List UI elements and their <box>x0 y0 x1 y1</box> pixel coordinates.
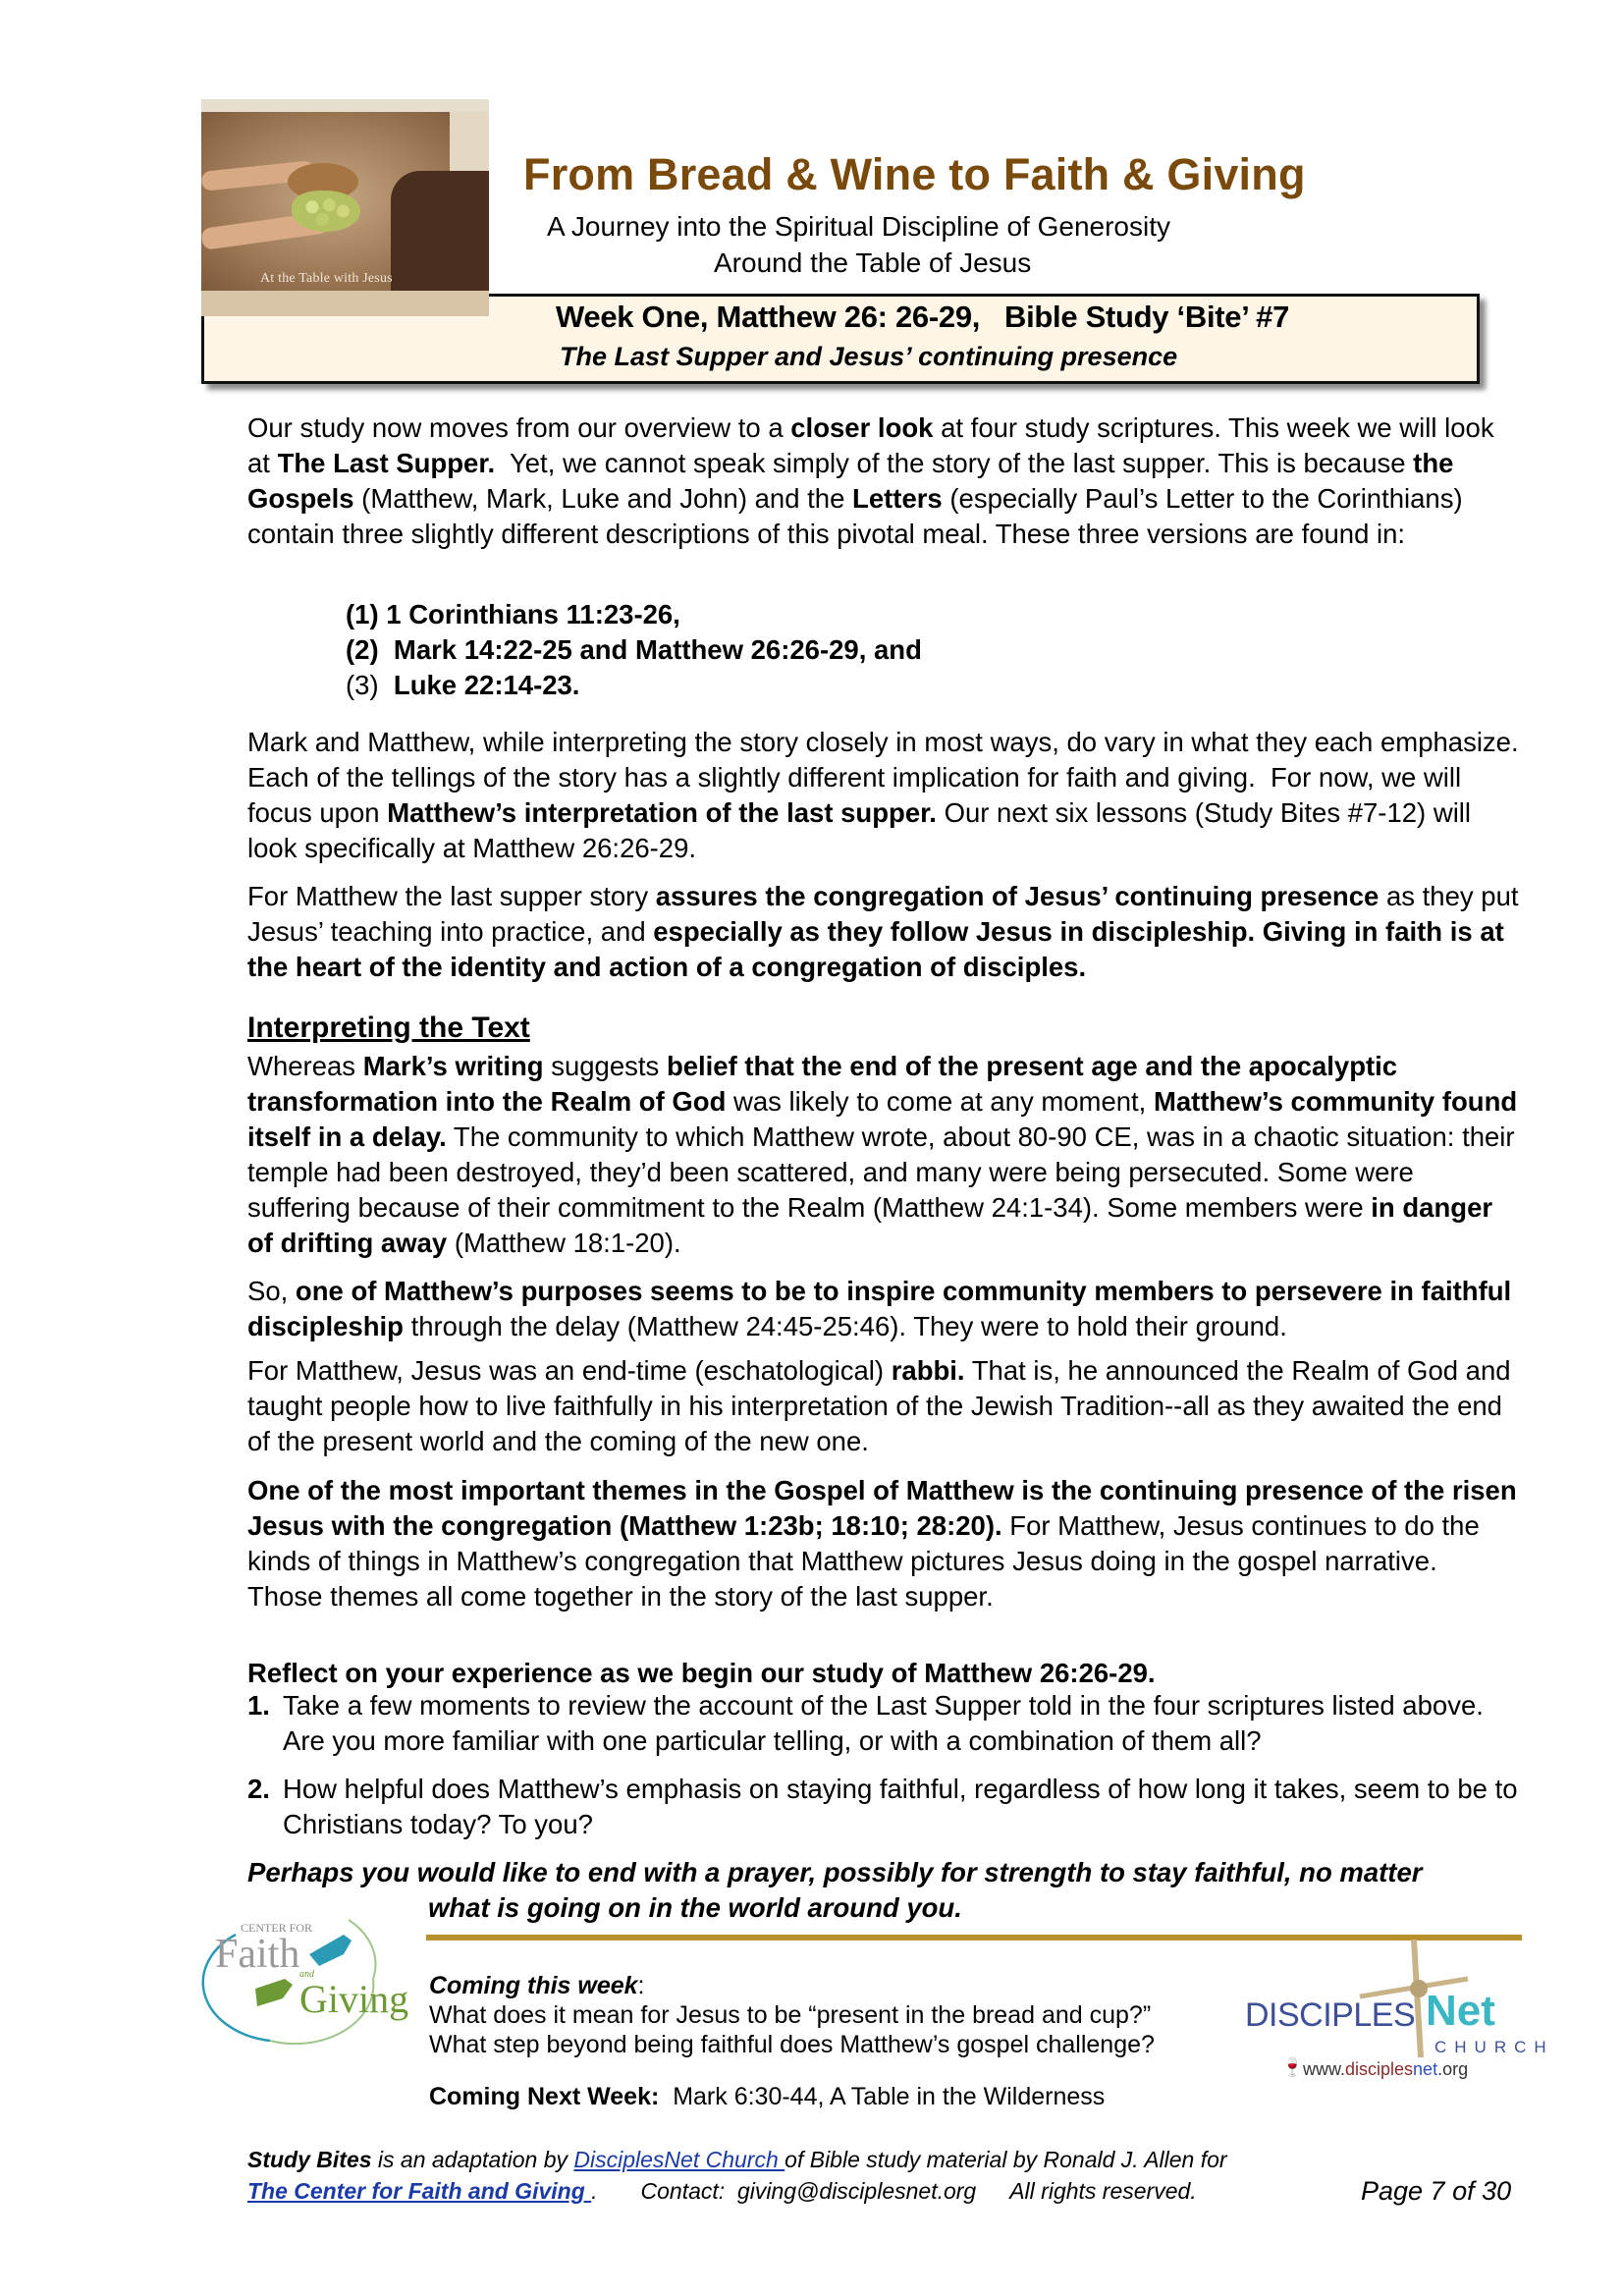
question-number-2: 2. <box>247 1774 270 1804</box>
text: Mark and Matthew, while interpreting the story closely in most ways, do vary in what they each emphasize. Each of the tellings of the story has a slightly different implication for faith and giving. For now, we will focus upon <box>247 727 1534 828</box>
bold-text: in danger of drifting away <box>247 1192 1493 1258</box>
url-part: .org <box>1437 2059 1469 2079</box>
url-part: www. <box>1303 2059 1346 2079</box>
center-for-faith-and-giving-link[interactable]: The Center for Faith and Giving <box>247 2178 592 2204</box>
center-for-faith-and-giving-logo <box>201 1915 427 2052</box>
cfg-center-for: CENTER FOR <box>241 1921 313 1935</box>
interpreting-paragraph-1 <box>247 1049 1524 1261</box>
image-top-band <box>201 99 489 112</box>
intro-paragraph-3 <box>247 879 1524 985</box>
interpreting-paragraph-4 <box>247 1473 1524 1614</box>
dn-disciples-text: DISCIPLES <box>1245 1996 1416 2034</box>
rights-text: All rights reserved. <box>1009 2178 1197 2204</box>
text: as they put Jesus’ teaching into practice, and <box>247 881 1519 947</box>
page-title: From Bread & Wine to Faith & Giving <box>523 149 1306 199</box>
next-week-text: Mark 6:30-44, A Table in the Wilderness <box>659 2083 1106 2110</box>
text: was likely to come at any moment, <box>726 1086 1154 1117</box>
url-part: disciples <box>1345 2059 1414 2079</box>
question-text-2: How helpful does Matthew’s emphasis on staying faithful, regardless of how long it takes, seem to be to Christians today? To you? <box>283 1774 1518 1839</box>
bold-text: Matthew’s interpretation of the last supper. <box>387 797 937 828</box>
coming-this-week-label <box>429 1972 645 2000</box>
interpreting-paragraph-2 <box>247 1274 1524 1344</box>
week-subheading: The Last Supper and Jesus’ continuing presence <box>560 342 1178 371</box>
text: For Matthew, Jesus was an end-time (eschatological) <box>247 1355 892 1386</box>
list-number: (2) <box>346 634 379 665</box>
text: So, <box>247 1276 296 1306</box>
bold-text: especially as they follow Jesus in discipleship. Giving in faith is at the heart of the identity and action of a congregation of disciples. <box>247 916 1504 982</box>
credit-line-1 <box>247 2147 1227 2173</box>
list-number: (3) <box>346 670 379 700</box>
text: . <box>591 2178 598 2204</box>
list-text: 1 Corinthians 11:23-26, <box>386 599 680 629</box>
bold-text: one of Matthew’s purposes seems to be to inspire community members to persevere in faithful discipleship <box>247 1276 1512 1341</box>
bold-text: Mark’s writing <box>362 1051 544 1081</box>
image-caption: At the Table with Jesus <box>260 271 393 286</box>
bold-text: the Gospels <box>247 448 1454 514</box>
text: For Matthew, Jesus continues to do the kinds of things in Matthew’s congregation that Matthew pictures Jesus doing in the gospel narrative. Those themes all come together in the story of the last supper. <box>247 1510 1488 1612</box>
dn-church-text: CHURCH <box>1434 2038 1554 2056</box>
coming-question-2: What step beyond being faithful does Matthew’s gospel challenge? <box>429 2031 1155 2058</box>
list-number: (1) <box>346 599 379 629</box>
bold-text: assures the congregation of Jesus’ continuing presence <box>655 881 1380 911</box>
text: The community to which Matthew wrote, about 80-90 CE, was in a chaotic situation: their temple had been destroyed, they’d been scattered, and many were being persecuted. Some were suffering because of their commitment to the Realm (Matthew 24:1-34). Some members were <box>247 1121 1515 1223</box>
bold-text: The Last Supper. <box>277 448 496 478</box>
grapes-shape <box>292 191 360 232</box>
disciplesnet-church-link[interactable]: DisciplesNet Church <box>573 2147 785 2172</box>
dn-net-text: Net <box>1426 1987 1495 2035</box>
text: Yet, we cannot speak simply of the story of the last supper. This is because <box>495 448 1414 478</box>
text: That is, he announced the Realm of God and taught people how to live faithfully in his interpretation of the Jewish Tradition--all as they awaited the end of the present world and the coming of the new one. <box>247 1355 1511 1456</box>
prayer-line-1: Perhaps you would like to end with a prayer, possibly for strength to stay faithful, no matter <box>247 1857 1423 1887</box>
label-text: Coming this week <box>429 1972 638 1999</box>
url-part: net <box>1413 2059 1438 2079</box>
bold-text: rabbi. <box>891 1355 965 1386</box>
subtitle-line-1: A Journey into the Spiritual Discipline of Generosity <box>547 211 1170 242</box>
robe-shape <box>391 171 489 303</box>
bold-text: Letters <box>852 483 943 514</box>
intro-paragraph-2 <box>247 725 1534 866</box>
bold-text: One of the most important themes in the Gospel of Matthew is the continuing presence of the risen Jesus with the congregation (Matthew 1:23b; 18:10; 28:20). <box>247 1475 1525 1541</box>
image-bottom-band-overlap <box>201 291 489 316</box>
text: suggests <box>543 1051 667 1081</box>
page-number: Page 7 of 30 <box>1361 2176 1512 2206</box>
section-heading-interpreting: Interpreting the Text <box>247 1011 530 1044</box>
subtitle-line-2: Around the Table of Jesus <box>714 247 1032 278</box>
week-heading: Week One, Matthew 26: 26-29, Bible Study ‘Bite’ #7 <box>556 300 1290 334</box>
chalice-icon: 🍷 <box>1281 2057 1304 2077</box>
next-week-label: Coming Next Week: <box>429 2083 660 2110</box>
coming-question-1: What does it mean for Jesus to be “present in the bread and cup?” <box>429 2001 1152 2029</box>
text: is an adaptation by <box>371 2147 574 2172</box>
question-text-1: Take a few moments to review the account of the Last Supper told in the four scriptures listed above. Are you more familiar with one particular telling, or with a combination of them all? <box>283 1690 1484 1756</box>
credit-line-2 <box>247 2178 1197 2205</box>
bold-text: Matthew’s community found itself in a delay. <box>247 1086 1518 1152</box>
text: of Bible study material by Ronald J. Allen for <box>784 2147 1227 2172</box>
text: Our next six lessons (Study Bites #7-12) will look specifically at Matthew 26:26-29. <box>247 797 1479 863</box>
text: (Matthew 18:1-20). <box>447 1228 681 1258</box>
header-image <box>201 99 489 316</box>
coming-next-week <box>429 2083 1105 2111</box>
study-bites-label: Study Bites <box>247 2147 372 2172</box>
colon: : <box>637 1972 645 1999</box>
interpreting-paragraph-3 <box>247 1353 1524 1459</box>
list-text: Luke 22:14-23. <box>386 670 580 700</box>
contact-text: Contact: giving@disciplesnet.org <box>640 2178 977 2204</box>
cfg-faith: Faith <box>215 1932 300 1977</box>
scripture-version-3 <box>346 668 579 703</box>
prayer-line-2: what is going on in the world around you. <box>428 1892 962 1923</box>
intro-paragraph-1 <box>247 410 1524 552</box>
text: (especially Paul’s Letter to the Corinthians) contain three slightly different descriptions of this pivotal meal. These three versions are found in: <box>247 483 1463 549</box>
cfg-giving: Giving <box>299 1977 409 2021</box>
cfg-and: and <box>299 1969 314 1980</box>
bold-text: closer look <box>790 412 934 443</box>
scripture-version-2 <box>346 632 922 668</box>
text: at four study scriptures. This week we will look at <box>247 412 1494 478</box>
text: Whereas <box>247 1051 363 1081</box>
text: (Matthew, Mark, Luke and John) and the <box>353 483 853 514</box>
bread-and-grapes-photo <box>201 112 489 303</box>
reflect-heading: Reflect on your experience as we begin our study of Matthew 26:26-29. <box>247 1658 1156 1688</box>
text: through the delay (Matthew 24:45-25:46). They were to hold their ground. <box>403 1311 1287 1341</box>
dn-url[interactable] <box>1303 2059 1468 2080</box>
list-text: Mark 14:22-25 and Matthew 26:26-29, and <box>386 634 922 665</box>
question-number-1: 1. <box>247 1690 270 1721</box>
disciplesnet-church-logo <box>1242 1940 1556 2087</box>
bold-text: belief that the end of the present age and the apocalyptic transformation into the Realm of God <box>247 1051 1398 1117</box>
text: For Matthew the last supper story <box>247 881 656 911</box>
text: Our study now moves from our overview to a <box>247 412 791 443</box>
scripture-version-1 <box>346 597 680 632</box>
